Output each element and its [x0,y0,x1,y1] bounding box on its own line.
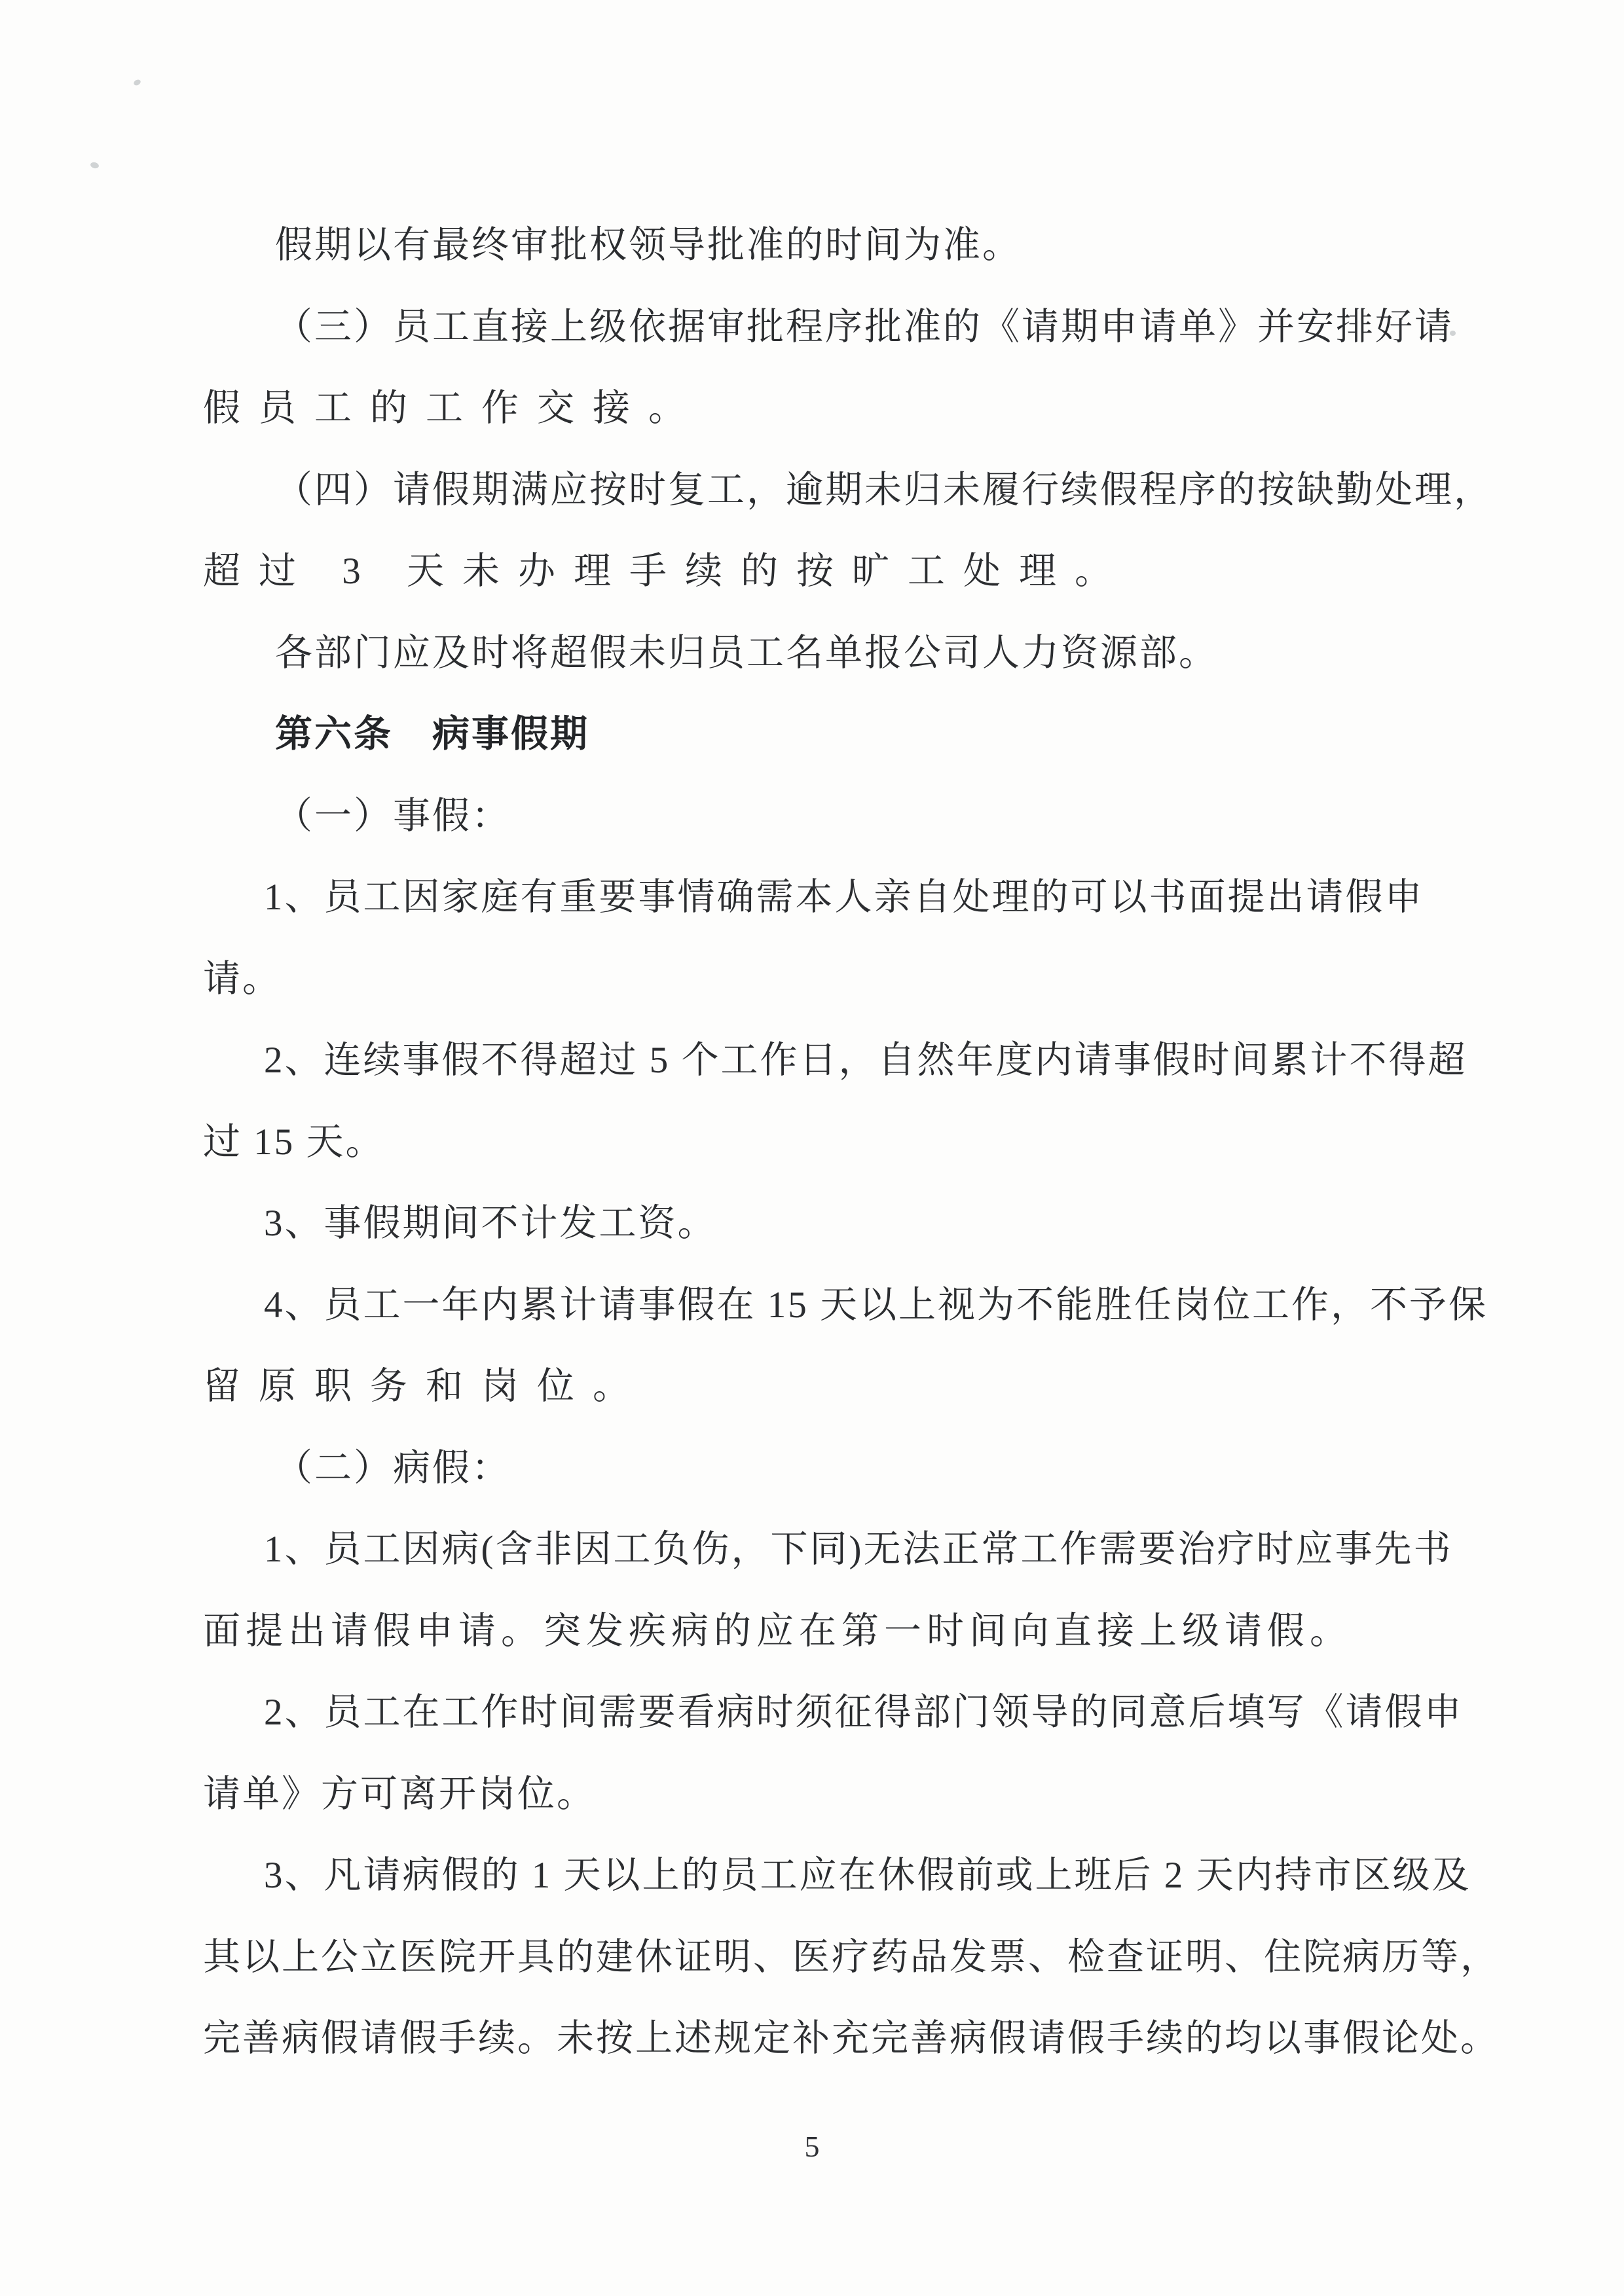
text-line: 1、员工因病(含非因工负伤，下同)无法正常工作需要治疗时应事先书 [264,1529,1453,1570]
text-line: 4、员工一年内累计请事假在 15 天以上视为不能胜任岗位工作，不予保 [264,1284,1488,1326]
text-line: 留原职务和岗位。 [203,1366,648,1407]
text-line: （四）请假期满应按时复工，逾期未归未履行续假程序的按缺勤处理， [275,469,1493,511]
document-body [203,205,1500,2080]
text-line: 请。 [203,958,282,1000]
text-line: 3、事假期间不计发工资。 [264,1203,717,1244]
text-line: （一）事假： [275,795,511,837]
text-line: 完善病假请假手续。未按上述规定补充完善病假请假手续的均以事假论处。 [203,2018,1500,2059]
text-line: 2、员工在工作时间需要看病时须征得部门领导的同意后填写《请假申 [264,1692,1464,1733]
scan-speck [133,79,142,86]
text-line: 2、连续事假不得超过 5 个工作日，自然年度内请事假时间累计不得超 [264,1040,1467,1081]
text-line: 1、员工因家庭有重要事情确需本人亲自处理的可以书面提出请假申 [264,877,1424,918]
text-line: 其以上公立医院开具的建休证明、医疗药品发票、检查证明、住院病历等， [203,1936,1500,1978]
text-line: 3、凡请病假的 1 天以上的员工应在休假前或上班后 2 天内持市区级及 [264,1855,1471,1896]
text-line: 超过 3 天未办理手续的按旷工处理。 [203,551,1130,592]
page-number: 5 [804,2130,820,2163]
text-line: （二）病假： [275,1447,511,1489]
text-line: 面提出请假申请。突发疾病的应在第一时间向直接上级请假。 [203,1610,1352,1652]
text-line: 过 15 天。 [203,1121,385,1163]
text-line: 各部门应及时将超假未归员工名单报公司人力资源部。 [275,632,1218,674]
text-line: 请单》方可离开岗位。 [203,1773,596,1815]
text-line: 假期以有最终审批权领导批准的时间为准。 [275,225,1022,266]
scan-speck [90,161,100,169]
text-line: 假员工的工作交接。 [203,388,704,429]
text-line: （三）员工直接上级依据审批程序批准的《请期申请单》并安排好请 [275,306,1454,348]
section-heading: 第六条 病事假期 [275,714,589,755]
